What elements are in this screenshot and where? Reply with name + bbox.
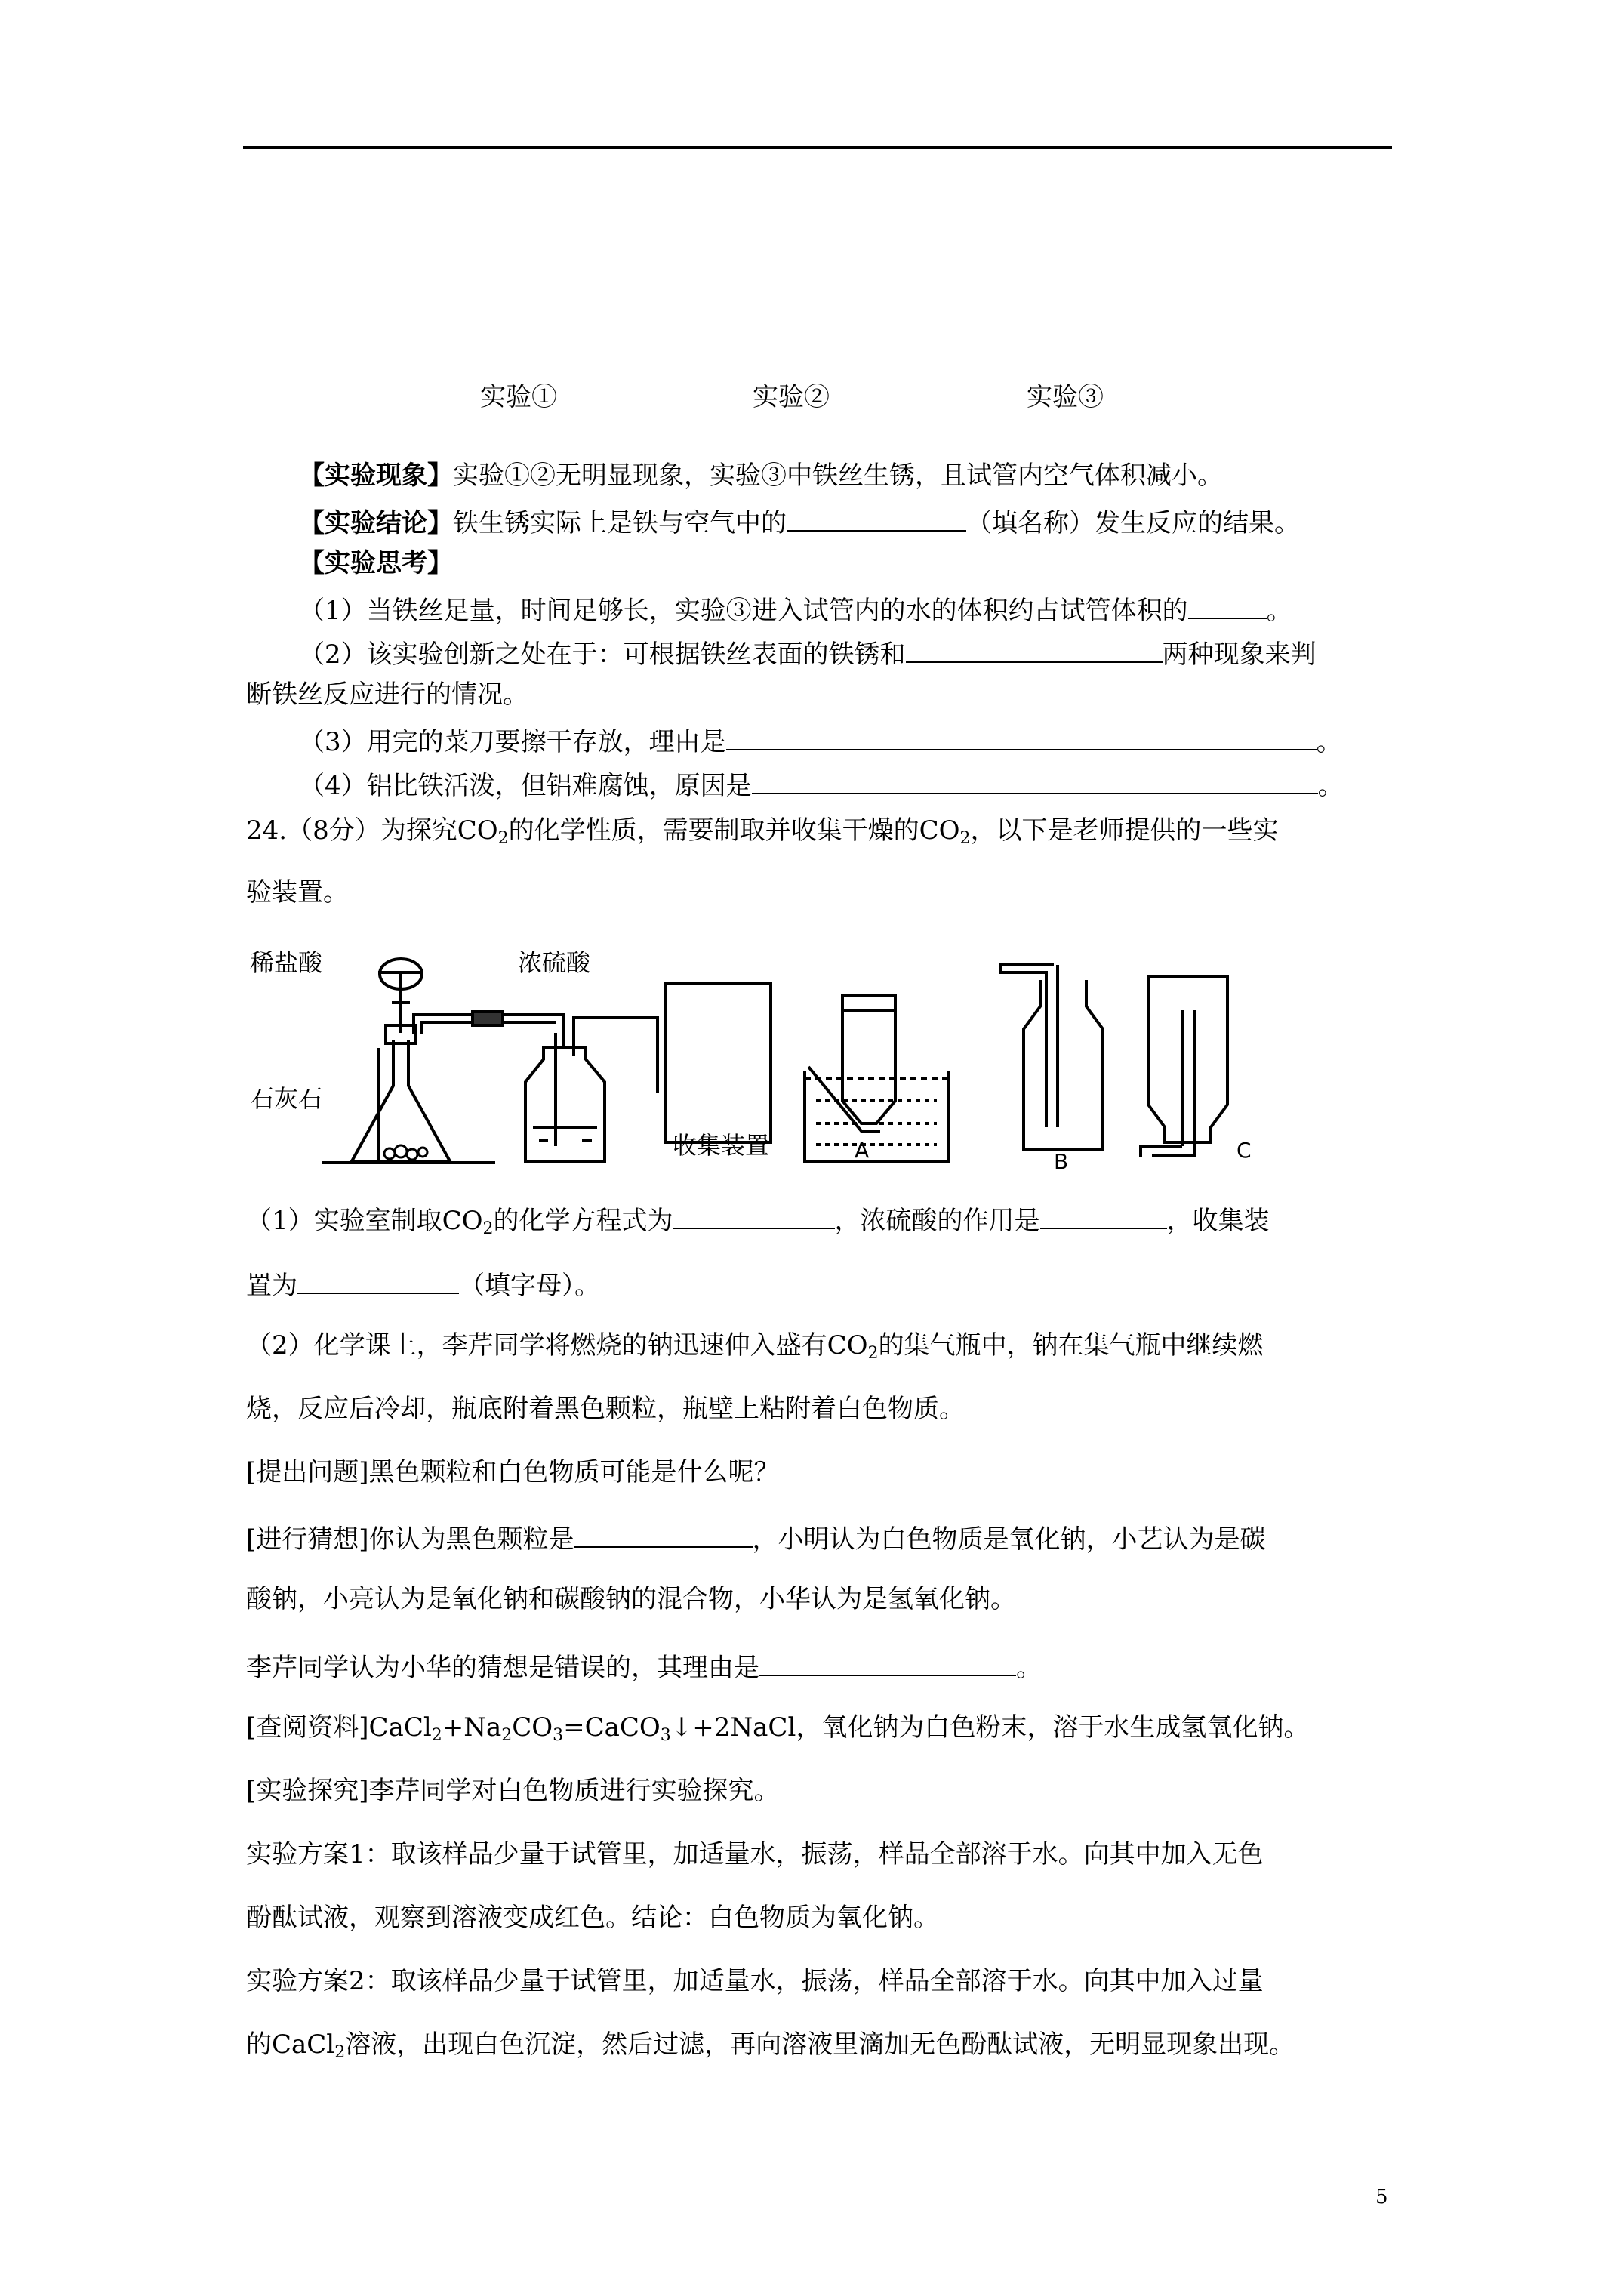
header-rule bbox=[243, 146, 1392, 149]
subscript-2: 2 bbox=[867, 1344, 879, 1363]
phenomenon-tag: 【实验现象】 bbox=[299, 461, 453, 491]
reason-answer-blank[interactable] bbox=[759, 1647, 1016, 1676]
gas-bottle-downward-icon bbox=[1141, 976, 1227, 1157]
page-number: 5 bbox=[1375, 2186, 1388, 2208]
co-formula: CO bbox=[512, 1712, 553, 1743]
caco-formula: =CaCO bbox=[563, 1712, 661, 1743]
subscript-2: 2 bbox=[431, 1726, 442, 1745]
s2-text-a: （2）化学课上，李芹同学将燃烧的钠迅速伸入盛有 bbox=[246, 1330, 827, 1361]
thinking-tag: 【实验思考】 bbox=[299, 548, 453, 578]
p24-text-c: ，以下是老师提供的一些实 bbox=[970, 815, 1279, 846]
s1-equation-blank[interactable] bbox=[673, 1200, 835, 1229]
sub1-line bbox=[246, 1200, 1270, 1237]
plan1-line: 实验方案1：取该样品少量于试管里，加适量水，振荡，样品全部溶于水。向其中加入无色 bbox=[246, 1839, 1264, 1869]
cacl-formula: CaCl bbox=[272, 2029, 335, 2060]
s1-cont-pre: 置为 bbox=[246, 1271, 297, 1301]
subscript-3: 3 bbox=[660, 1726, 671, 1745]
plan2-continued bbox=[246, 2028, 1295, 2061]
sub2-line bbox=[246, 1329, 1264, 1362]
phenomenon-text: 实验①②无明显现象，实验③中铁丝生锈，且试管内空气体积减小。 bbox=[453, 461, 1223, 491]
reason-pre: 李芹同学认为小华的猜想是错误的，其理由是 bbox=[246, 1653, 759, 1683]
conclusion-answer-blank[interactable] bbox=[787, 503, 966, 532]
q3-answer-blank[interactable] bbox=[726, 722, 1317, 750]
reason-line bbox=[246, 1647, 1042, 1684]
separatory-funnel-icon bbox=[378, 959, 423, 1018]
question-1-line bbox=[299, 590, 1292, 627]
guess-answer-blank[interactable] bbox=[574, 1519, 753, 1548]
s1-collector-blank[interactable] bbox=[297, 1265, 459, 1294]
s1-text-c: ，浓硫酸的作用是 bbox=[834, 1206, 1040, 1236]
subscript-2: 2 bbox=[959, 829, 971, 848]
experiment-3-label: 实验③ bbox=[1027, 382, 1104, 412]
subscript-2: 2 bbox=[334, 2043, 346, 2062]
sub2-continued: 烧，反应后冷却，瓶底附着黑色颗粒，瓶壁上粘附着白色物质。 bbox=[246, 1394, 965, 1424]
hcl-label: 稀盐酸 bbox=[250, 948, 323, 977]
plan2-line: 实验方案2：取该样品少量于试管里，加适量水，振荡，样品全部溶于水。向其中加入过量 bbox=[246, 1966, 1264, 1996]
s1-text-b: 的化学方程式为 bbox=[493, 1206, 673, 1236]
question-2-line bbox=[299, 634, 1317, 671]
h2so4-label: 浓硫酸 bbox=[518, 948, 591, 977]
co2-formula: CO bbox=[919, 815, 960, 846]
plan2-cont-pre: 的 bbox=[246, 2029, 272, 2060]
s1-text-d: ，收集装 bbox=[1166, 1206, 1270, 1236]
option-c-label: C bbox=[1236, 1138, 1252, 1163]
p24-text-a: 24.（8分）为探究 bbox=[246, 815, 457, 846]
guess-pre: [进行猜想]你认为黑色颗粒是 bbox=[246, 1524, 574, 1555]
conclusion-post: （填名称）发生反应的结果。 bbox=[966, 508, 1300, 538]
drying-bottle-icon bbox=[525, 1018, 658, 1161]
collector-label: 收集装置 bbox=[673, 1131, 770, 1160]
question-3-line bbox=[299, 722, 1342, 759]
plan2-cont-post: 溶液，出现白色沉淀，然后过滤，再向溶液里滴加无色酚酞试液，无明显现象出现。 bbox=[345, 2029, 1295, 2060]
q4-pre: （4）铝比铁活泼，但铝难腐蚀，原因是 bbox=[299, 771, 752, 801]
ref-post: ，氧化钠为白色粉末，溶于水生成氢氧化钠。 bbox=[796, 1712, 1310, 1743]
subscript-2: 2 bbox=[497, 829, 509, 848]
na-formula: +Na bbox=[442, 1712, 502, 1743]
guess-line bbox=[246, 1519, 1266, 1556]
conclusion-tag: 【实验结论】 bbox=[299, 508, 453, 538]
problem-24-line bbox=[246, 814, 1278, 847]
q2-answer-blank[interactable] bbox=[906, 634, 1163, 663]
subscript-2: 2 bbox=[482, 1219, 494, 1238]
q1-post: 。 bbox=[1266, 596, 1292, 626]
q3-post: 。 bbox=[1316, 727, 1342, 757]
q4-post: 。 bbox=[1317, 771, 1344, 801]
experiment-1-label: 实验① bbox=[480, 382, 557, 412]
q2-post: 两种现象来判 bbox=[1162, 639, 1317, 670]
s1-text-a: （1）实验室制取 bbox=[246, 1206, 442, 1236]
q4-answer-blank[interactable] bbox=[752, 766, 1318, 794]
collector-box bbox=[665, 984, 771, 1142]
s1-acid-role-blank[interactable] bbox=[1040, 1200, 1167, 1229]
sub1-continued bbox=[246, 1265, 600, 1302]
water-trough-icon bbox=[805, 995, 948, 1161]
guess-post: ，小明认为白色物质是氧化钠，小艺认为是碳 bbox=[752, 1524, 1266, 1555]
reference-line bbox=[246, 1711, 1309, 1744]
question-2-continued: 断铁丝反应进行的情况。 bbox=[246, 680, 528, 710]
subscript-3: 3 bbox=[553, 1726, 564, 1745]
conclusion-line bbox=[299, 503, 1300, 540]
conclusion-pre: 铁生锈实际上是铁与空气中的 bbox=[453, 508, 787, 538]
q1-pre: （1）当铁丝足量，时间足够长，实验③进入试管内的水的体积约占试管体积的 bbox=[299, 596, 1188, 626]
q1-answer-blank[interactable] bbox=[1188, 590, 1267, 619]
q3-pre: （3）用完的菜刀要擦干存放，理由是 bbox=[299, 727, 726, 757]
question-4-line bbox=[299, 766, 1344, 803]
phenomenon-line bbox=[299, 459, 1223, 492]
subscript-2: 2 bbox=[501, 1726, 513, 1745]
thinking-tag-line bbox=[299, 547, 453, 580]
s1-cont-post: （填字母）。 bbox=[459, 1271, 600, 1301]
option-b-label: B bbox=[1054, 1149, 1069, 1169]
experiment-2-label: 实验② bbox=[753, 382, 830, 412]
s2-text-b: 的集气瓶中，钠在集气瓶中继续燃 bbox=[878, 1330, 1264, 1361]
nacl-formula: ↓+2NaCl bbox=[670, 1712, 796, 1743]
limestone-lumps-icon bbox=[384, 1145, 427, 1160]
problem-24-continued: 验装置。 bbox=[246, 877, 349, 908]
ref-tag: [查阅资料] bbox=[246, 1712, 369, 1743]
delivery-tube-icon bbox=[414, 1012, 563, 1048]
limestone-label: 石灰石 bbox=[250, 1084, 323, 1113]
gas-bottle-upward-icon bbox=[1001, 965, 1103, 1150]
p24-text-b: 的化学性质，需要制取并收集干燥的 bbox=[508, 815, 919, 846]
conical-flask-icon bbox=[322, 972, 495, 1163]
co2-formula: CO bbox=[827, 1330, 868, 1361]
plan1-continued: 酚酞试液，观察到溶液变成红色。结论：白色物质为氧化钠。 bbox=[246, 1903, 939, 1933]
apparatus-diagram bbox=[246, 942, 1318, 1169]
cacl-formula: CaCl bbox=[368, 1712, 432, 1743]
co2-formula: CO bbox=[457, 815, 498, 846]
q2-pre: （2）该实验创新之处在于：可根据铁丝表面的铁锈和 bbox=[299, 639, 906, 670]
guess-continued: 酸钠，小亮认为是氧化钠和碳酸钠的混合物，小华认为是氢氧化钠。 bbox=[246, 1584, 1016, 1614]
explore-line: [实验探究]李芹同学对白色物质进行实验探究。 bbox=[246, 1776, 780, 1806]
option-a-label: A bbox=[855, 1138, 870, 1163]
question-line: [提出问题]黑色颗粒和白色物质可能是什么呢？ bbox=[246, 1457, 780, 1487]
reason-post: 。 bbox=[1016, 1653, 1042, 1683]
co2-formula: CO bbox=[442, 1206, 483, 1236]
